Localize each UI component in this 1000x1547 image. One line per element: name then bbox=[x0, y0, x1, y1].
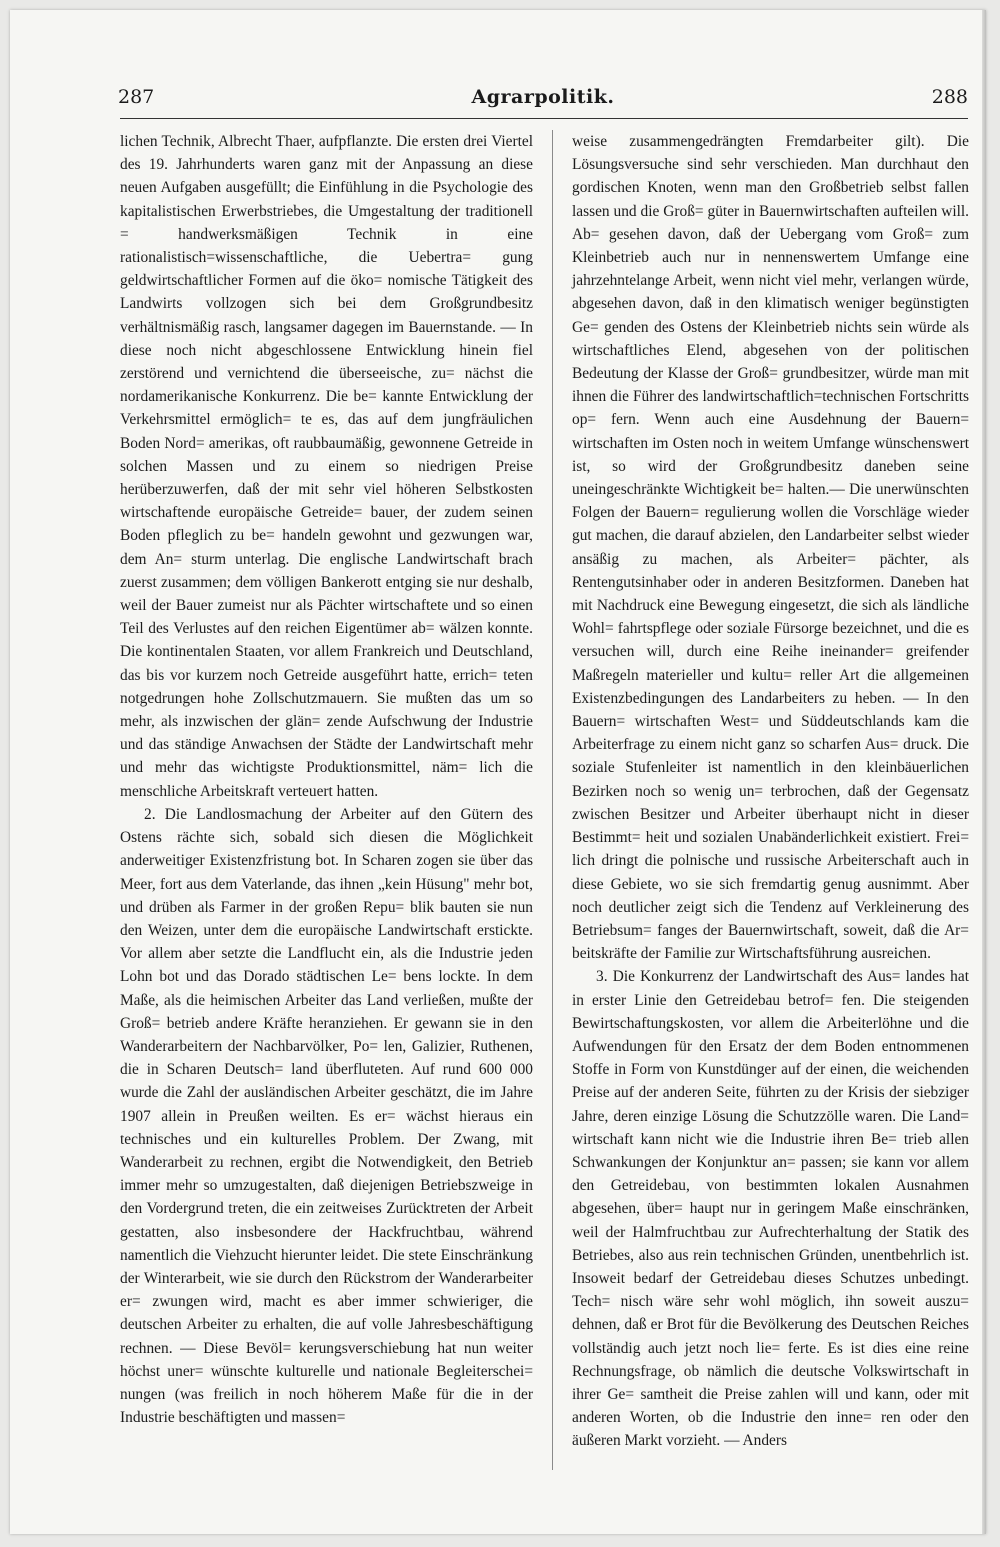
left-column bbox=[120, 130, 533, 1429]
column-divider bbox=[552, 130, 553, 1470]
page-number-right: 288 bbox=[931, 86, 968, 108]
right-column bbox=[572, 130, 969, 1453]
right-paragraph-2: 3. Die Konkurrenz der Landwirtschaft des Aus= landes hat in erster Linie den Getreidebau betrof= fen. Die steigenden Bewirtschaftungskosten, vor allem die Arbeiterlöhne und die Aufwendungen für den Ersatz der dem Boden entnommenen Stoffe in Form von Kunstdünger auf der einen, die weichenden Preise auf der anderen Seite, führten zu der Krisis der siebziger Jahre, deren einzige Lösung die Schutzzölle waren. Die Land= wirtschaft kann nicht wie die Industrie ihren Be= trieb allen Schwankungen der Konjunktur an= passen; sie kann vor allem den Getreidebau, von bestimmten lokalen Ausnahmen abgesehen, über= haupt nur in geringem Maße einschränken, weil der Halmfruchtbau zur Aufrechterhaltung der Statik des Betriebes, also aus rein technischen Gründen, unentbehrlich ist. Insoweit bedarf der Getreidebau dieses Schutzes unbedingt. Tech= nisch wäre sehr wohl möglich, ihn soweit auszu= dehnen, daß er Brot für die Bevölkerung des Deutschen Reiches vollständig auch jetzt noch lie= ferte. Es ist dies eine reine Rechnungsfrage, ob nämlich die deutsche Volkswirtschaft in ihrer Ge= samtheit die Preise zahlen will und kann, oder mit anderen Worten, ob die Industrie den inne= ren oder den äußeren Markt vorzieht. — Anders bbox=[572, 968, 969, 1450]
right-paragraph-1: weise zusammengedrängten Fremdarbeiter gilt). Die Lösungsversuche sind sehr verschieden. Man durchhaut den gordischen Knoten, wenn man den Großbetrieb selbst fallen lassen und die Groß= güter in Bauernwirtschaften aufteilen will. Ab= gesehen davon, daß der Uebergang vom Groß= zum Kleinbetrieb auch nur in nennenswertem Umfange eine jahrzehntelange Arbeit, wenn nicht viel mehr, verlangen würde, abgesehen davon, daß in den klimatisch weniger begünstigten Ge= genden des Ostens der Kleinbetrieb nichts sein würde als wirtschaftliches Elend, abgesehen von der politischen Bedeutung der Klasse der Groß= grundbesitzer, würde man mit ihnen die Führer des landwirtschaftlich=technischen Fortschritts op= fern. Wenn auch eine Ausdehnung der Bauern= wirtschaften im Osten noch in weitem Umfange wünschenswert ist, so wird der Großgrundbesitz daneben seine uneingeschränkte Wichtigkeit be= halten.— Die unerwünschten Folgen der Bauern= regulierung wollen die Vorschläge wieder gut machen, die darauf abzielen, den Landarbeiter selbst wieder ansäßig zu machen, als Arbeiter= pächter, als Rentengutsinhaber oder in anderen Besitzformen. Daneben hat mit Nachdruck eine Bewegung eingesetzt, die sich als ländliche Wohl= fahrtspflege oder soziale Fürsorge bezeichnet, und die es versuchen will, durch eine Reihe ineinander= greifender Maßregeln materieller und kultu= reller Art die allgemeinen Existenzbedingungen des Landarbeiters zu heben. — In den Bauern= wirtschaften West= und Süddeutschlands kam die Arbeiterfrage zu einem nicht ganz so scharfen Aus= druck. Die soziale Stufenleiter ist namentlich in den kleinbäuerlichen Bezirken noch so wenig un= terbrochen, daß der Gegensatz zwischen Besitzer und Arbeiter überhaupt nicht in dieser Bestimmt= heit und sozialen Unabänderlichkeit existiert. Frei= lich dringt die polnische und russische Arbeiterschaft auch in diese Gebiete, wo sie sich fremdartig genug ausnimmt. Aber noch deutlicher zeigt sich die Tendenz auf Verkleinerung des Betriebsum= fanges der Bauernwirtschaft, soweit, daß die Ar= beitskräfte der Familie zur Wirtschaftsführung ausreichen. bbox=[572, 133, 969, 963]
scanned-page bbox=[10, 10, 986, 1534]
page-number-left: 287 bbox=[118, 86, 155, 108]
running-title: Agrarpolitik. bbox=[471, 86, 615, 108]
header-rule bbox=[120, 118, 968, 119]
left-paragraph-2: 2. Die Landlosmachung der Arbeiter auf den Gütern des Ostens rächte sich, sobald sich diesen die Möglichkeit anderweitiger Existenzfristung bot. In Scharen zogen sie über das Meer, fort aus dem Vaterlande, das ihnen „kein Hüsung" mehr bot, und drüben als Farmer in der großen Repu= blik bauten sie nun den Weizen, unter dem die europäische Landwirtschaft erstickte. Vor allem aber setzte die Landflucht ein, als die Industrie jeden Lohn bot und das Dorado städtischen Le= bens lockte. In dem Maße, als die heimischen Arbeiter das Land verließen, mußte der Groß= betrieb andere Kräfte heranziehen. Er gewann sie in den Wanderarbeitern der Nachbarvölker, Po= len, Galizier, Ruthenen, die in Scharen Deutsch= land überfluteten. Auf rund 600 000 wurde die Zahl der ausländischen Arbeiter geschätzt, die im Jahre 1907 allein in Preußen weilten. Es er= wächst hieraus ein technisches und ein kulturelles Problem. Der Zwang, mit Wanderarbeit zu rechnen, ergibt die Notwendigkeit, den Betrieb immer mehr so umzugestalten, daß diejenigen Betriebszweige in den Vordergrund treten, die ein zeitweises Zurücktreten der Arbeit gestatten, also insbesondere der Hackfruchtbau, während namentlich die Viehzucht hierunter leidet. Die stete Einschränkung der Winterarbeit, wie sie durch den Rückstrom der Wanderarbeiter er= zwungen wird, macht es aber immer schwieriger, die deutschen Arbeiter zu erhalten, die auf volle Jahresbeschäftigung rechnen. — Diese Bevöl= kerungsverschiebung hat nun weiter höchst uner= wünschte kulturelle und nationale Begleiterschei= nungen (was freilich in noch höherem Maße für die in der Industrie beschäftigten und massen= bbox=[120, 805, 533, 1427]
page-edge-shadow bbox=[982, 10, 986, 1534]
left-paragraph-1: lichen Technik, Albrecht Thaer, aufpflanzte. Die ersten drei Viertel des 19. Jahrhunderts waren ganz mit der Anpassung an diese neuen Aufgaben ausgefüllt; die Einfühlung in die Psychologie des kapitalistischen Erwerbstriebes, die Umgestaltung der traditionell = handwerksmäßigen Technik in eine rationalistisch=wissenschaftliche, die Uebertra= gung geldwirtschaftlicher Formen auf die öko= nomische Tätigkeit des Landwirts vollzogen sich bei dem Großgrundbesitz verhältnismäßig rasch, langsamer dagegen im Bauernstande. — In diese noch nicht abgeschlossene Entwicklung hinein fiel zerstörend und vernichtend die überseeische, zu= nächst die nordamerikanische Konkurrenz. Die be= kannte Entwicklung der Verkehrsmittel ermöglich= te es, das auf dem jungfräulichen Boden Nord= amerikas, oft raubbaumäßig, gewonnene Getreide in solchen Massen und zu einem so niedrigen Preise herüberzuwerfen, daß der mit sehr viel höheren Selbstkosten wirtschaftende europäische Getreide= bauer, der zudem seinen Boden pfleglich zu be= handeln gewohnt und gezwungen war, dem An= sturm unterlag. Die englische Landwirtschaft brach zuerst zusammen; dem völligen Bankerott entging sie nur deshalb, weil der Bauer zumeist nur als Pächter wirtschaftete und so einen Teil des Verlustes auf den reichen Eigentümer ab= wälzen konnte. Die kontinentalen Staaten, vor allem Frankreich und Deutschland, das bis vor kurzem noch Getreide ausgeführt hatte, errich= teten notgedrungen hohe Zollschutzmauern. Sie mußten das um so mehr, als inzwischen der glän= zende Aufschwung der Industrie und das ständige Anwachsen der Städte der Landwirtschaft mehr und mehr das wichtigste Produktionsmittel, näm= lich die menschliche Arbeitskraft verteuert hatten. bbox=[120, 133, 533, 800]
page-header bbox=[118, 82, 968, 112]
